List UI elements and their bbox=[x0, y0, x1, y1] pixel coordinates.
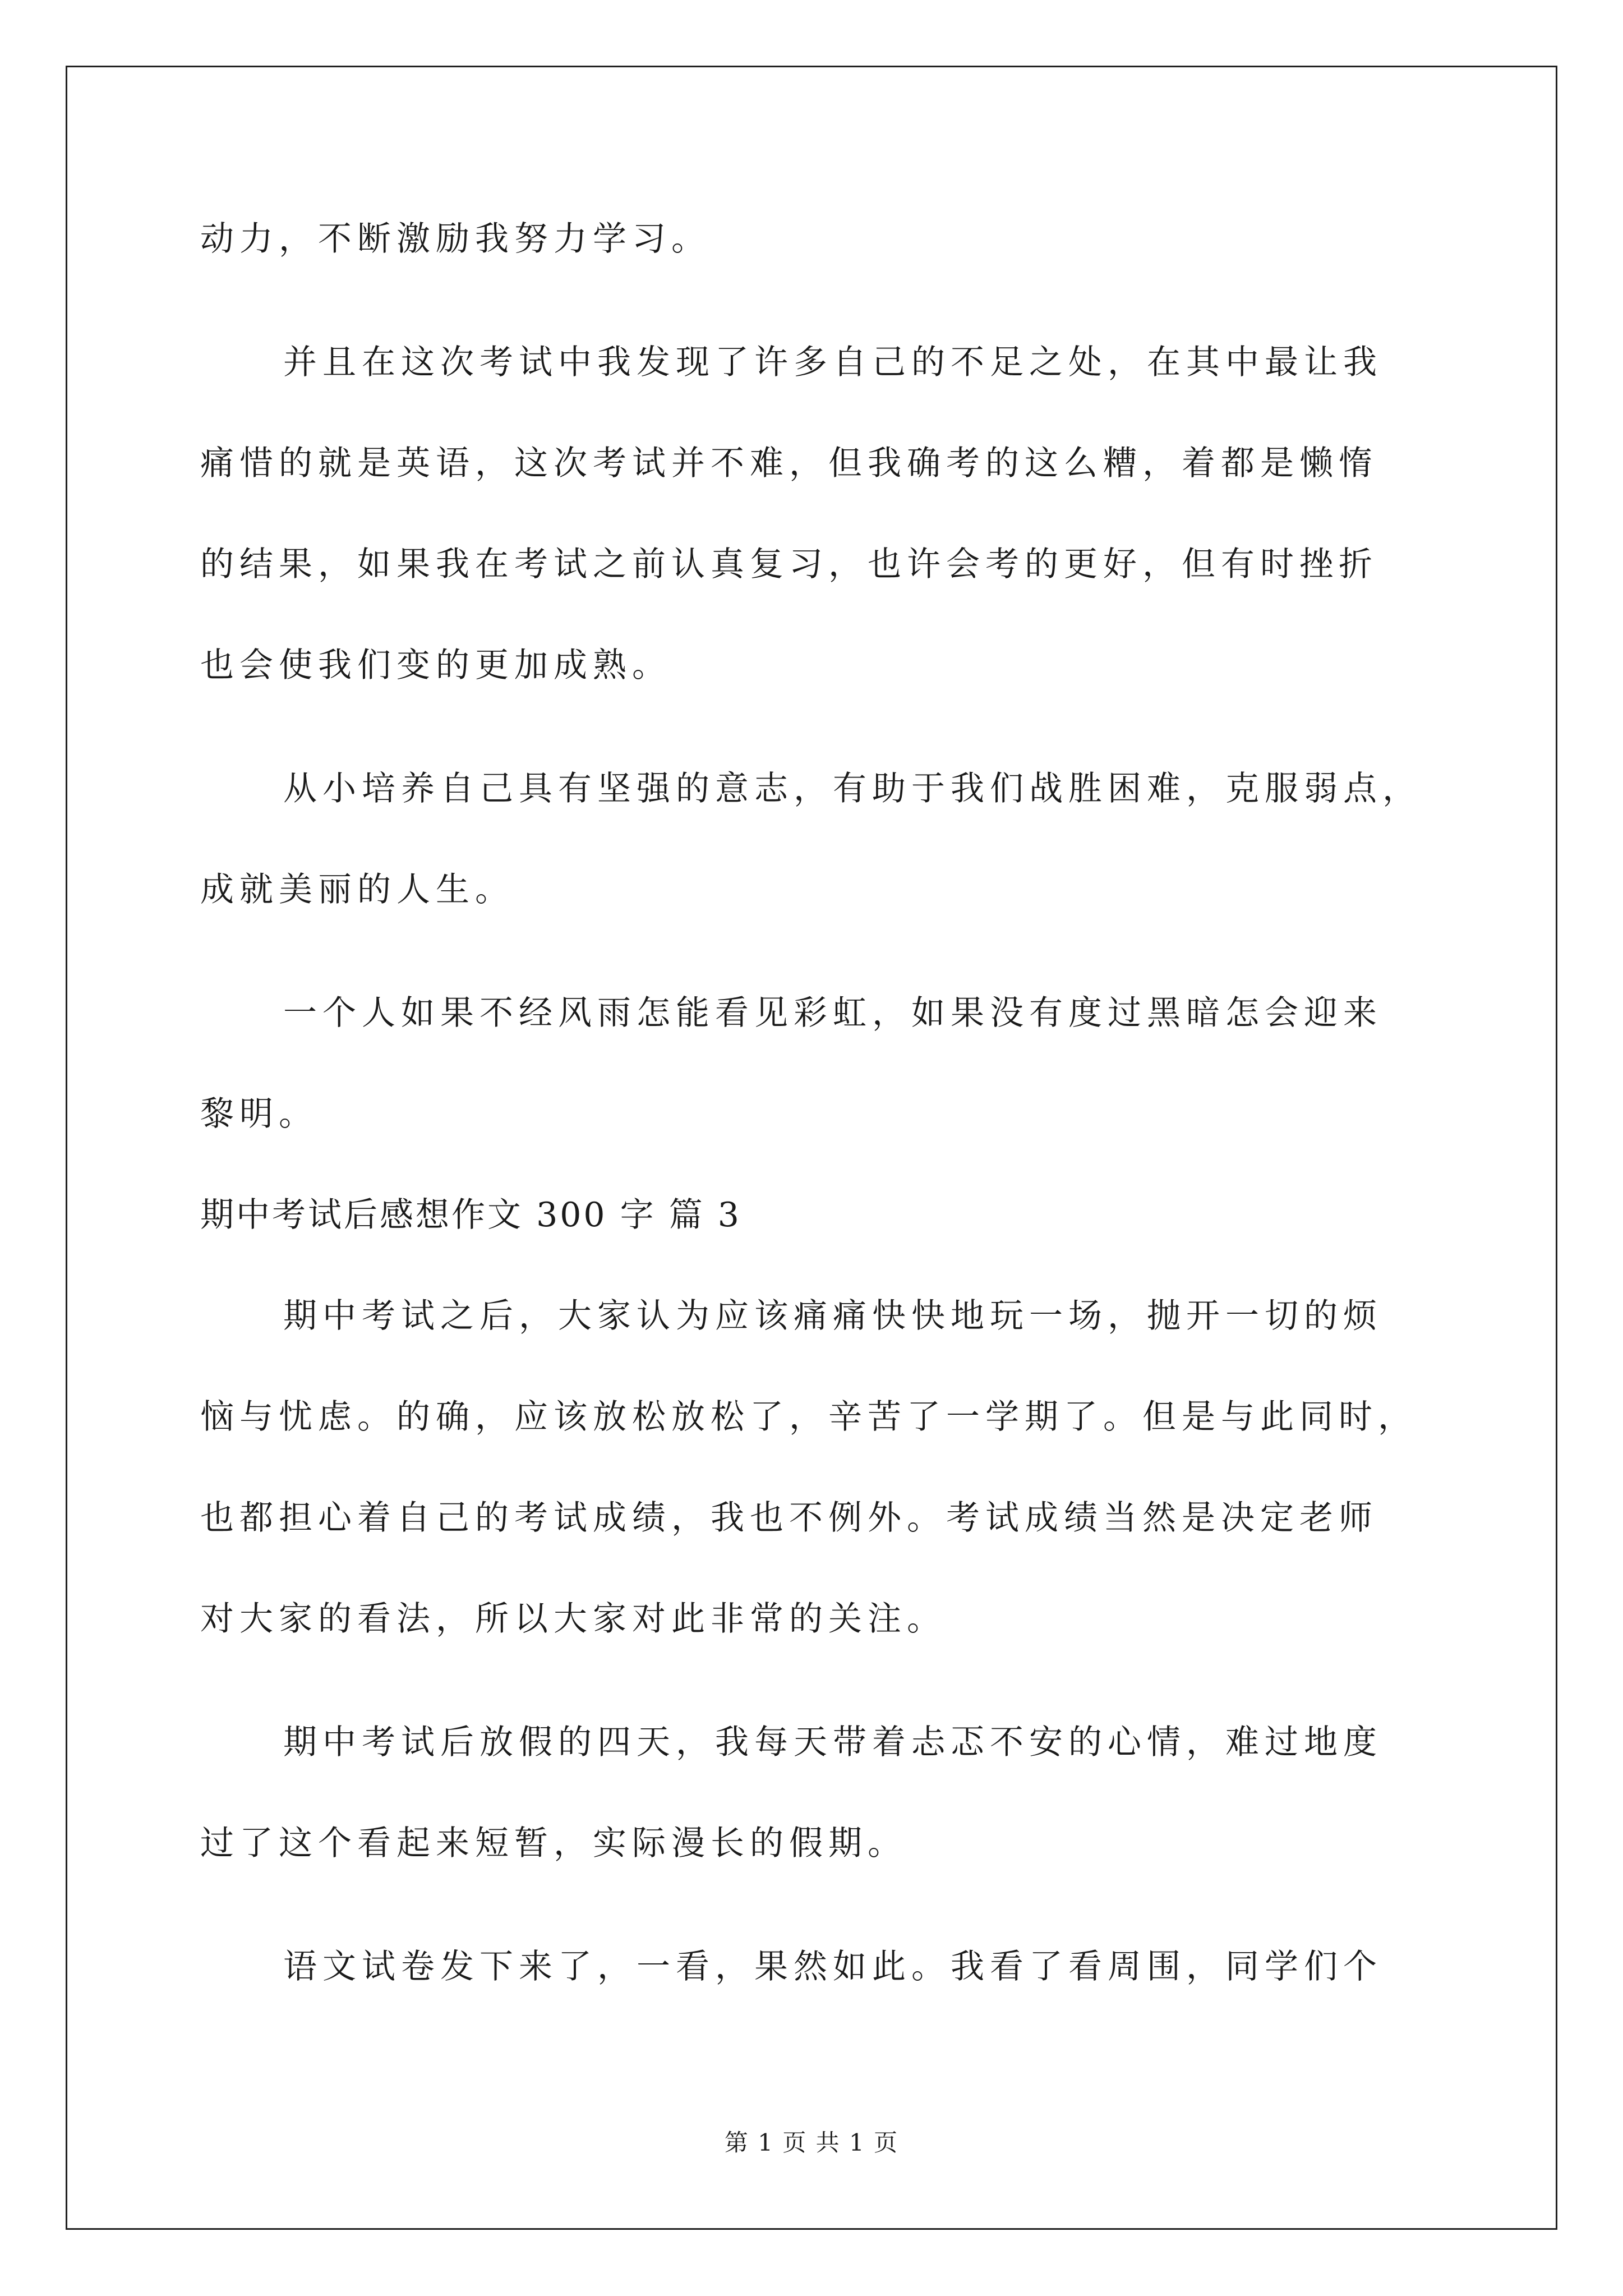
section-heading: 期中考试后感想作文 300 字 篇 3 bbox=[200, 1195, 741, 1235]
text-line: 过了这个看起来短暂，实际漫长的假期。 bbox=[200, 1824, 907, 1863]
text-line: 成就美丽的人生。 bbox=[200, 870, 514, 909]
paragraph-start: 语文试卷发下来了，一看，果然如此。我看了看周围，同学们个 bbox=[283, 1947, 1382, 1986]
paragraph-start: 期中考试后放假的四天，我每天带着忐忑不安的心情，难过地度 bbox=[283, 1723, 1382, 1762]
text-line: 的结果，如果我在考试之前认真复习，也许会考的更好，但有时挫折 bbox=[200, 545, 1378, 584]
paragraph-start: 从小培养自己具有坚强的意志，有助于我们战胜困难，克服弱点， bbox=[283, 769, 1422, 808]
text-line: 对大家的看法，所以大家对此非常的关注。 bbox=[200, 1599, 946, 1639]
text-line: 也会使我们变的更加成熟。 bbox=[200, 646, 671, 685]
text-line: 恼与忧虑。的确，应该放松放松了，辛苦了一学期了。但是与此同时， bbox=[200, 1397, 1417, 1437]
text-line: 动力，不断激励我努力学习。 bbox=[200, 219, 711, 259]
paragraph-start: 期中考试之后，大家认为应该痛痛快快地玩一场，抛开一切的烦 bbox=[283, 1296, 1382, 1336]
paragraph-start: 一个人如果不经风雨怎能看见彩虹，如果没有度过黑暗怎会迎来 bbox=[283, 993, 1382, 1033]
paragraph-start: 并且在这次考试中我发现了许多自己的不足之处，在其中最让我 bbox=[283, 343, 1382, 382]
text-line: 也都担心着自己的考试成绩，我也不例外。考试成绩当然是决定老师 bbox=[200, 1498, 1378, 1538]
text-line: 黎明。 bbox=[200, 1094, 318, 1134]
text-line: 痛惜的就是英语，这次考试并不难，但我确考的这么糟，着都是懒惰 bbox=[200, 444, 1378, 483]
page-border bbox=[66, 66, 1557, 2230]
page-footer: 第 1 页 共 1 页 bbox=[724, 2129, 899, 2156]
